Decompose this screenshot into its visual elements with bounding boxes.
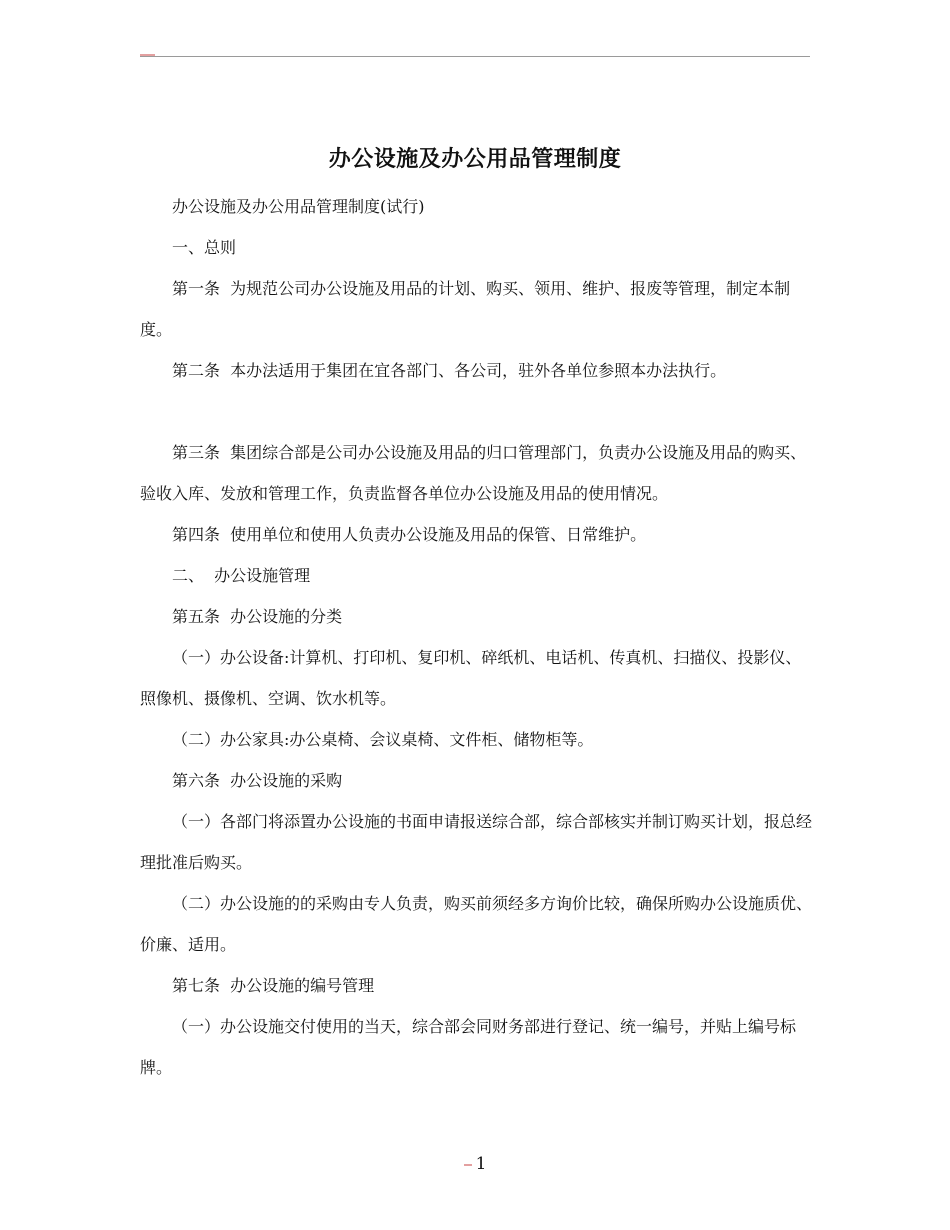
article-1: 第一条 为规范公司办公设施及用品的计划、购买、领用、维护、报废等管理，制定本制度。: [140, 279, 791, 339]
page-number: 1: [475, 1154, 487, 1174]
article-7: 第七条 办公设施的编号管理: [172, 976, 375, 995]
header-mark: [140, 54, 155, 56]
document-title: 办公设施及办公用品管理制度: [328, 146, 622, 172]
article-4: 第四条 使用单位和使用人负责办公设施及用品的保管、日常维护。: [172, 525, 647, 544]
article-5: 第五条 办公设施的分类: [172, 607, 343, 626]
document-body: [140, 186, 812, 1088]
section-heading-facilities: 二、 办公设施管理: [172, 566, 311, 585]
article-5-item-2: （二）办公家具:办公桌椅、会议桌椅、文件柜、储物柜等。: [172, 730, 594, 749]
article-7-item-1: （一）办公设施交付使用的当天，综合部会同财务部进行登记、统一编号，并贴上编号标牌。: [140, 1017, 797, 1077]
article-6-item-2: （二）办公设施的的采购由专人负责，购买前须经多方询价比较，确保所购办公设施质优、价廉、适用。: [140, 894, 813, 954]
section-heading-general: 一、总则: [172, 238, 237, 257]
article-2: 第二条 本办法适用于集团在宜各部门、各公司，驻外各单位参照本办法执行。: [172, 361, 727, 380]
article-6-item-1: （一）各部门将添置办公设施的书面申请报送综合部，综合部核实并制订购买计划，报总经理批准后购买。: [140, 812, 813, 872]
article-6: 第六条 办公设施的采购: [172, 771, 343, 790]
footer-mark: [464, 1164, 472, 1166]
article-5-item-1: （一）办公设备:计算机、打印机、复印机、碎纸机、电话机、传真机、扫描仪、投影仪、照像机、摄像机、空调、饮水机等。: [140, 648, 802, 708]
article-3: 第三条 集团综合部是公司办公设施及用品的归口管理部门，负责办公设施及用品的购买、验收入库、发放和管理工作，负责监督各单位办公设施及用品的使用情况。: [140, 443, 807, 503]
paragraph-gap: [140, 391, 812, 432]
paragraph-subtitle: 办公设施及办公用品管理制度(试行): [172, 197, 425, 216]
header-rule: [140, 56, 810, 57]
page-footer: [0, 1154, 950, 1174]
